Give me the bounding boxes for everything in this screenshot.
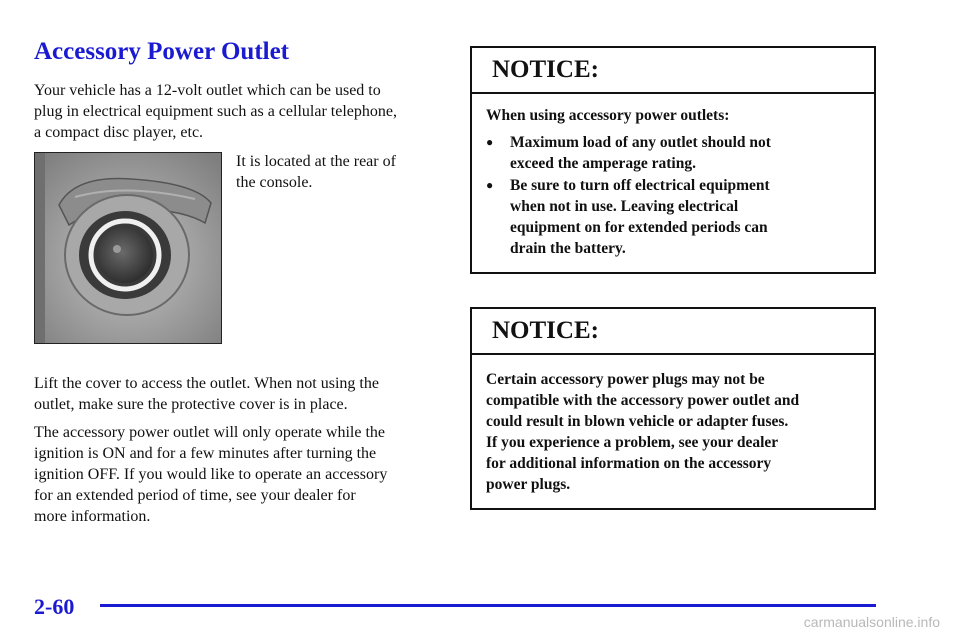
notice-box-plugs [470, 307, 876, 510]
list-item [486, 175, 860, 259]
bullet-text: Maximum load of any outlet should not exceed the amperage rating. [510, 134, 771, 172]
list-item [486, 132, 860, 174]
bullet-icon: ● [486, 178, 494, 192]
notice-bullet-list [486, 132, 860, 259]
power-outlet-photo [34, 152, 222, 344]
cover-paragraph: Lift the cover to access the outlet. When not using the outlet, make sure the protective cover is in place. [34, 375, 379, 413]
power-outlet-illustration [35, 153, 222, 344]
bullet-text: Be sure to turn off electrical equipment when not in use. Leaving electrical equipment on for extended periods can drain the battery. [510, 177, 770, 257]
location-text: It is located at the rear of the console. [236, 153, 396, 191]
intro-paragraph: Your vehicle has a 12-volt outlet which can be used to plug in electrical equipment such as a cellular telephone, a compact disc player, etc. [34, 82, 397, 141]
footer-rule [100, 604, 876, 607]
notice-lead: When using accessory power outlets: [486, 107, 730, 124]
operation-paragraph: The accessory power outlet will only operate while the ignition is ON and for a few minutes after turning the ignition OFF. If you would like to operate an accessory for an extended period of time, see your dealer for more information. [34, 424, 388, 525]
page-number: 2-60 [34, 594, 75, 619]
notice-heading: NOTICE: [472, 48, 874, 94]
watermark-text: carmanualsonline.info [803, 614, 940, 630]
notice-heading: NOTICE: [472, 309, 874, 355]
bullet-icon: ● [486, 135, 494, 149]
notice-box-outlets [470, 46, 876, 274]
notice-body-text: Certain accessory power plugs may not be compatible with the accessory power outlet and could result in blown vehicle or adapter fuses. If you experience a problem, see your dealer for additional information on the accessory power plugs. [486, 371, 800, 493]
page-title: Accessory Power Outlet [34, 38, 290, 65]
